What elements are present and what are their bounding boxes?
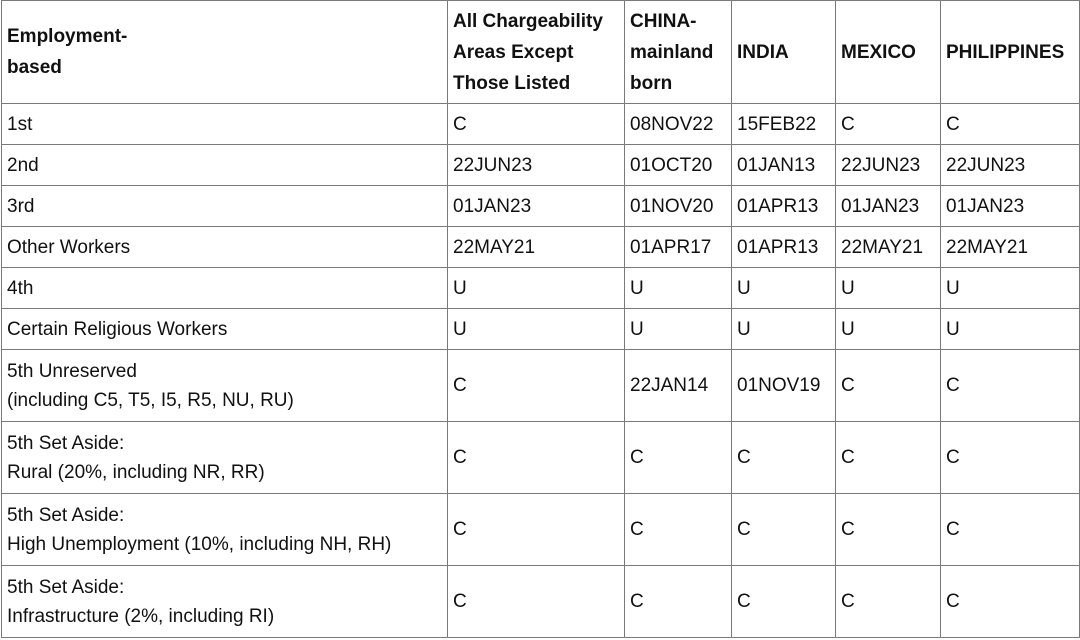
date-cell: 22JUN23 xyxy=(448,145,625,186)
date-cell: U xyxy=(732,309,836,350)
table-row xyxy=(2,350,1080,422)
category-line: Rural (20%, including NR, RR) xyxy=(7,461,265,483)
category-cell xyxy=(2,104,448,145)
date-cell: U xyxy=(448,268,625,309)
date-cell: 01JAN23 xyxy=(836,186,941,227)
date-cell: C xyxy=(448,104,625,145)
date-cell: 01APR17 xyxy=(625,227,732,268)
date-cell: C xyxy=(448,494,625,566)
date-cell: C xyxy=(448,422,625,494)
visa-bulletin-table xyxy=(1,0,1080,638)
header-employment-based xyxy=(2,1,448,104)
date-cell: C xyxy=(941,566,1080,638)
date-cell: C xyxy=(941,494,1080,566)
header-line: MEXICO xyxy=(841,41,916,63)
category-line: 5th Set Aside: xyxy=(7,504,125,526)
date-cell: 01APR13 xyxy=(732,186,836,227)
date-cell: C xyxy=(448,566,625,638)
category-cell xyxy=(2,566,448,638)
date-cell: 01JAN23 xyxy=(941,186,1080,227)
table-row xyxy=(2,494,1080,566)
date-cell: 01JAN23 xyxy=(448,186,625,227)
header-china xyxy=(625,1,732,104)
category-cell xyxy=(2,422,448,494)
date-cell: U xyxy=(836,268,941,309)
table-row xyxy=(2,186,1080,227)
date-cell: 22MAY21 xyxy=(448,227,625,268)
table-row xyxy=(2,145,1080,186)
category-line: 5th Set Aside: xyxy=(7,576,125,598)
header-line: All Chargeability xyxy=(453,10,603,32)
table-row xyxy=(2,227,1080,268)
date-cell: C xyxy=(732,494,836,566)
category-cell xyxy=(2,227,448,268)
date-cell: U xyxy=(836,309,941,350)
date-cell: C xyxy=(732,566,836,638)
category-line: 3rd xyxy=(7,195,35,217)
header-philippines xyxy=(941,1,1080,104)
date-cell: 22MAY21 xyxy=(836,227,941,268)
category-line: High Unemployment (10%, including NH, RH) xyxy=(7,533,392,555)
date-cell: 01NOV20 xyxy=(625,186,732,227)
table-row xyxy=(2,566,1080,638)
category-cell xyxy=(2,145,448,186)
date-cell: C xyxy=(625,422,732,494)
date-cell: U xyxy=(625,309,732,350)
category-line: 4th xyxy=(7,277,34,299)
category-cell xyxy=(2,309,448,350)
date-cell: 22JUN23 xyxy=(836,145,941,186)
header-line: CHINA- xyxy=(630,10,697,32)
table-row xyxy=(2,422,1080,494)
header-india xyxy=(732,1,836,104)
date-cell: 01NOV19 xyxy=(732,350,836,422)
header-line: mainland xyxy=(630,41,714,63)
date-cell: 01OCT20 xyxy=(625,145,732,186)
category-line: 1st xyxy=(7,113,33,135)
header-all-chargeability xyxy=(448,1,625,104)
date-cell: C xyxy=(941,422,1080,494)
header-line: INDIA xyxy=(737,41,789,63)
date-cell: C xyxy=(941,104,1080,145)
category-line: (including C5, T5, I5, R5, NU, RU) xyxy=(7,389,294,411)
date-cell: 01APR13 xyxy=(732,227,836,268)
category-line: 2nd xyxy=(7,154,39,176)
date-cell: C xyxy=(836,350,941,422)
date-cell: C xyxy=(448,350,625,422)
date-cell: U xyxy=(941,309,1080,350)
table-row xyxy=(2,268,1080,309)
category-cell xyxy=(2,268,448,309)
date-cell: U xyxy=(625,268,732,309)
date-cell: C xyxy=(732,422,836,494)
header-line: PHILIPPINES xyxy=(946,41,1065,63)
header-line: born xyxy=(630,72,673,94)
header-mexico xyxy=(836,1,941,104)
date-cell: 08NOV22 xyxy=(625,104,732,145)
header-line: Areas Except xyxy=(453,41,574,63)
date-cell: 22JUN23 xyxy=(941,145,1080,186)
header-line: Those Listed xyxy=(453,72,571,94)
header-line: based xyxy=(7,57,62,78)
table-row xyxy=(2,104,1080,145)
category-line: 5th Set Aside: xyxy=(7,432,125,454)
table-row xyxy=(2,309,1080,350)
date-cell: U xyxy=(941,268,1080,309)
date-cell: 22MAY21 xyxy=(941,227,1080,268)
header-line: Employment- xyxy=(7,26,128,47)
date-cell: U xyxy=(448,309,625,350)
date-cell: C xyxy=(836,494,941,566)
date-cell: C xyxy=(836,422,941,494)
category-line: Certain Religious Workers xyxy=(7,318,228,340)
category-line: 5th Unreserved xyxy=(7,360,137,382)
date-cell: C xyxy=(941,350,1080,422)
date-cell: 22JAN14 xyxy=(625,350,732,422)
category-cell xyxy=(2,350,448,422)
date-cell: C xyxy=(625,494,732,566)
date-cell: 15FEB22 xyxy=(732,104,836,145)
category-cell xyxy=(2,494,448,566)
category-cell xyxy=(2,186,448,227)
date-cell: C xyxy=(625,566,732,638)
date-cell: U xyxy=(732,268,836,309)
header-row xyxy=(2,1,1080,104)
category-line: Infrastructure (2%, including RI) xyxy=(7,605,275,627)
date-cell: C xyxy=(836,566,941,638)
category-line: Other Workers xyxy=(7,236,131,258)
table-body xyxy=(2,104,1080,638)
date-cell: C xyxy=(836,104,941,145)
date-cell: 01JAN13 xyxy=(732,145,836,186)
